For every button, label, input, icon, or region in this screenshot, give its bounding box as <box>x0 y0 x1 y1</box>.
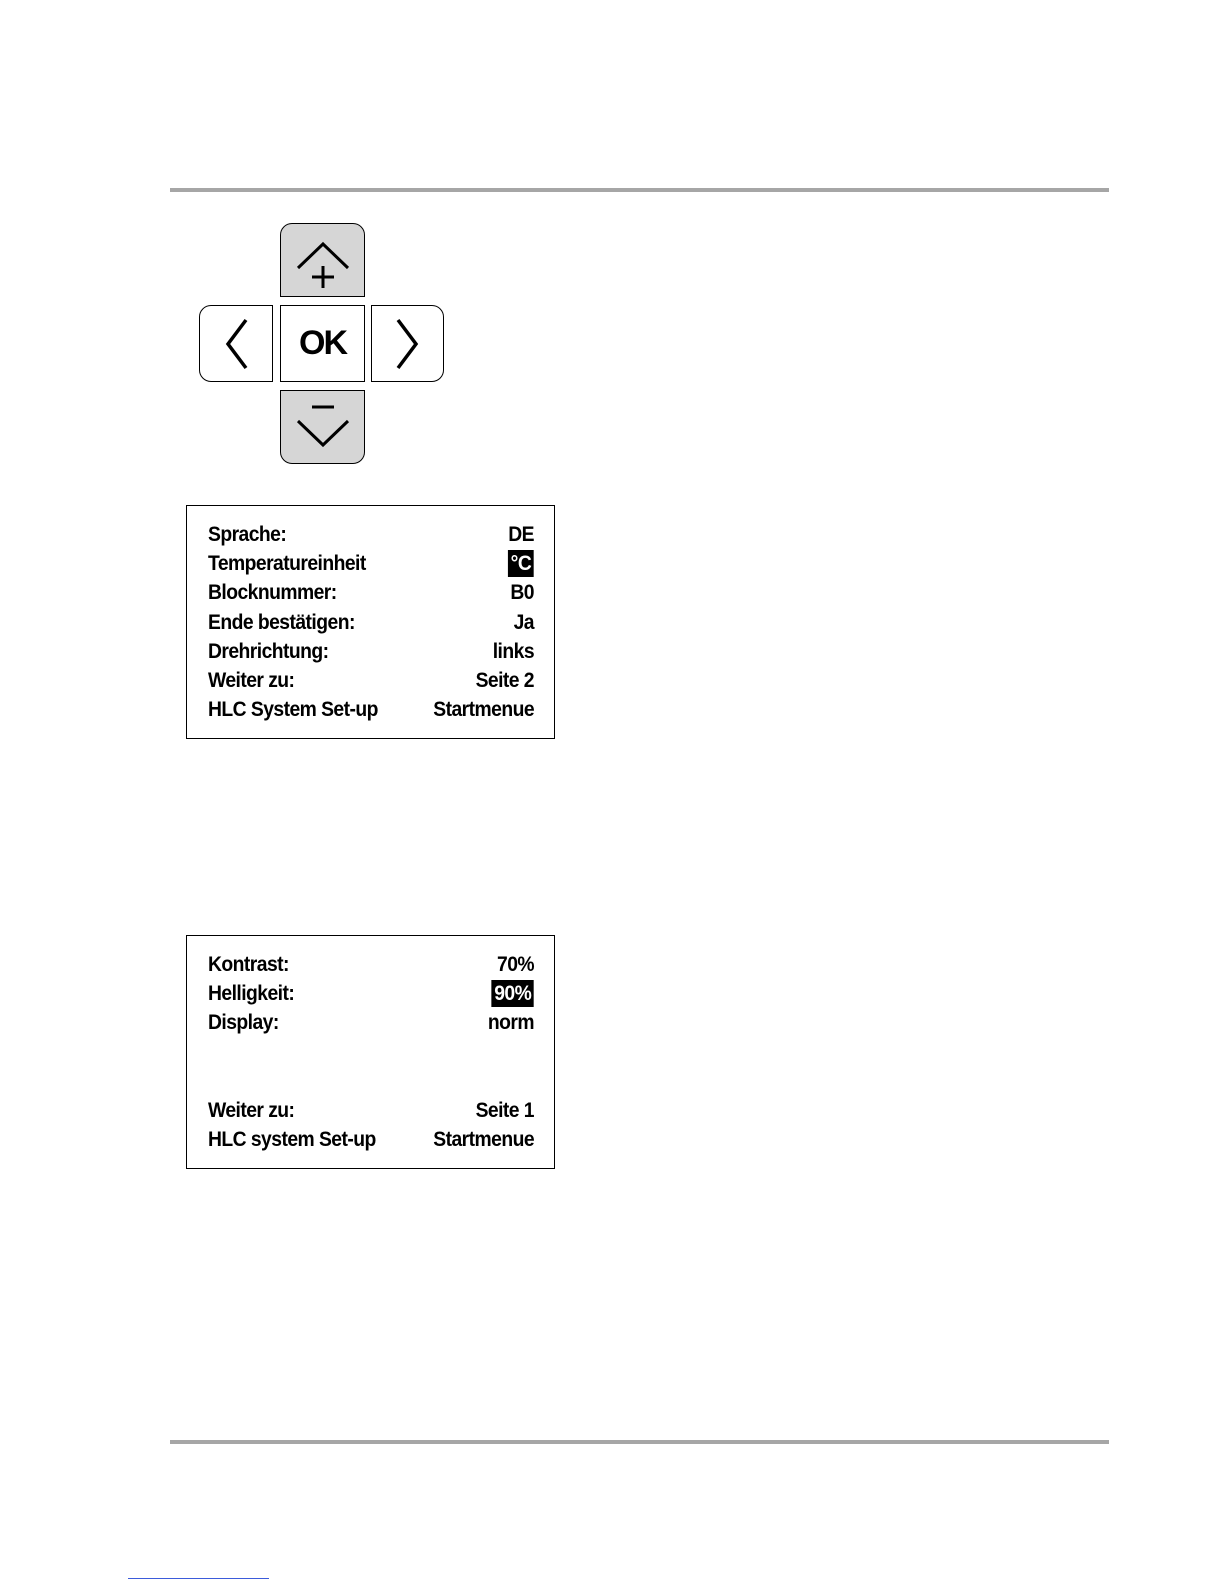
menu-row-rotation-direction[interactable] <box>208 637 534 666</box>
menu-row-label: Temperatureinheit <box>208 551 366 575</box>
menu-row-system-setup[interactable] <box>208 696 534 725</box>
menu-row-brightness[interactable] <box>208 979 534 1008</box>
menu-row-label: Helligkeit: <box>208 981 295 1005</box>
menu-row-value: links <box>492 639 535 663</box>
menu-row-confirm-end[interactable] <box>208 608 534 637</box>
menu-row-value: DE <box>508 522 535 546</box>
menu-row-label: Display: <box>208 1011 279 1035</box>
menu-row-label: HLC System Set-up <box>208 698 378 722</box>
menu-row-label: Weiter zu: <box>208 1099 295 1123</box>
ok-button-label: OK <box>299 324 346 362</box>
menu-row-value: Ja <box>513 610 535 634</box>
menu-row-value: Seite 2 <box>475 669 535 693</box>
menu-row-label: Drehrichtung: <box>208 639 329 663</box>
menu-row-language[interactable] <box>208 520 534 549</box>
menu-spacer <box>208 1038 534 1097</box>
menu-row-block-number[interactable] <box>208 579 534 608</box>
down-minus-button[interactable] <box>280 390 365 464</box>
menu-row-label: Sprache: <box>208 522 287 546</box>
menu-row-next-page[interactable] <box>208 666 534 695</box>
menu-row-value: Startmenue <box>433 698 535 722</box>
footer-link-underline <box>128 1578 269 1579</box>
left-button[interactable] <box>199 305 273 382</box>
menu-row-value: norm <box>487 1011 535 1035</box>
header-rule <box>170 188 1109 192</box>
ok-button[interactable] <box>280 305 365 382</box>
chevron-down-minus-icon <box>288 397 358 457</box>
up-plus-button[interactable] <box>280 223 365 297</box>
menu-row-label: Weiter zu: <box>208 669 295 693</box>
menu-row-label: Blocknummer: <box>208 581 337 605</box>
navigation-keypad <box>199 223 444 466</box>
menu-row-contrast[interactable] <box>208 950 534 979</box>
chevron-right-icon <box>388 314 428 374</box>
menu-row-value-selected: 90% <box>491 980 534 1007</box>
menu-row-system-setup[interactable] <box>208 1126 534 1155</box>
menu-row-label: Ende bestätigen: <box>208 610 355 634</box>
chevron-left-icon <box>216 314 256 374</box>
settings-menu-page-2 <box>186 935 555 1169</box>
menu-row-value: Seite 1 <box>475 1099 535 1123</box>
menu-row-display[interactable] <box>208 1009 534 1038</box>
menu-row-value: B0 <box>510 581 535 605</box>
menu-row-next-page[interactable] <box>208 1096 534 1125</box>
footer-rule <box>170 1440 1109 1444</box>
right-button[interactable] <box>371 305 444 382</box>
menu-row-value-selected: °C <box>508 550 534 577</box>
menu-row-label: HLC system Set-up <box>208 1128 376 1152</box>
settings-menu-page-1 <box>186 505 555 739</box>
menu-row-value: Startmenue <box>433 1128 535 1152</box>
menu-row-value: 70% <box>496 952 535 976</box>
menu-row-temperature-unit[interactable] <box>208 549 534 578</box>
chevron-up-plus-icon <box>288 230 358 290</box>
menu-row-label: Kontrast: <box>208 952 289 976</box>
